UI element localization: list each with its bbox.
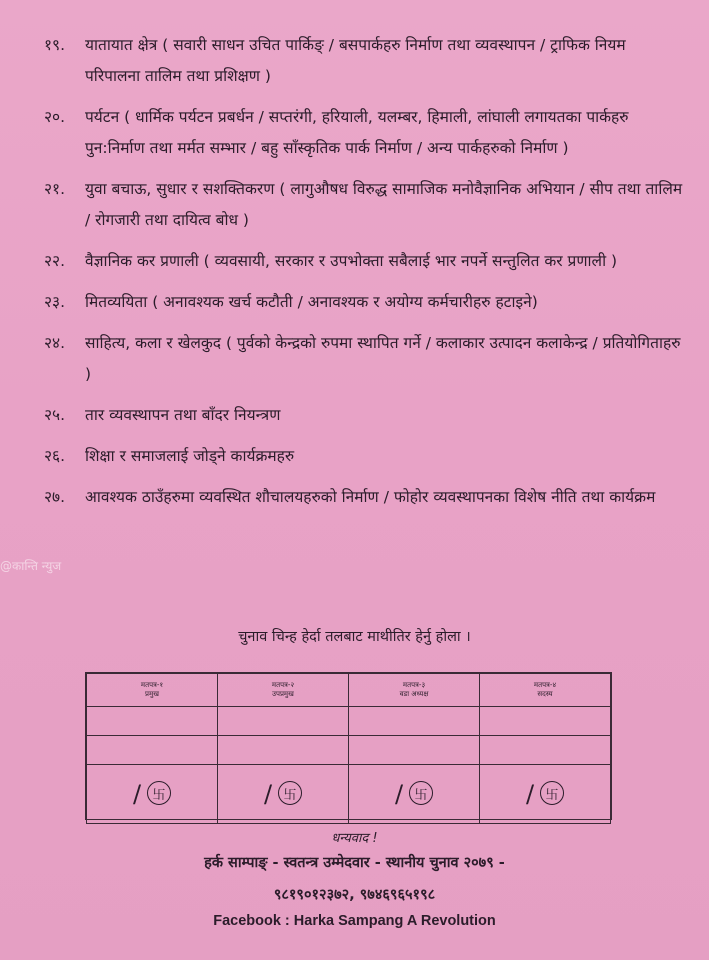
item-text: पर्यटन ( धार्मिक पर्यटन प्रबर्धन / सप्तरंगी, हरियाली, यलम्बर, हिमाली, लांघाली लगायतका पार्कहरु पुन:निर्माण तथा मर्मत सम्भार / बहु साँस्कृतिक पार्क निर्माण / अन्य पार्कहरुको निर्माण ) — [85, 108, 629, 157]
ballot-cell — [480, 765, 611, 824]
item-text: मितव्ययिता ( अनावश्यक खर्च कटौती / अनावश्यक र अयोग्य कर्मचारीहरु हटाइने) — [85, 293, 538, 311]
ballot-column-header: मतपत्र-४ सदस्य — [480, 674, 611, 707]
thanks-text: धन्यवाद ! — [331, 831, 378, 846]
agenda-list — [44, 30, 684, 523]
item-number: २५. — [44, 406, 66, 424]
item-number: २६. — [44, 447, 66, 465]
ballot-column-header: मतपत्र-२ उपप्रमुख — [218, 674, 349, 707]
item-text: शिक्षा र समाजलाई जोड्ने कार्यक्रमहरु — [85, 447, 295, 465]
list-item — [44, 246, 684, 277]
ballot-table — [86, 673, 611, 824]
list-item — [44, 400, 684, 431]
ballot-cell — [349, 736, 480, 765]
swastika-symbol-icon: 卐 — [147, 781, 171, 805]
list-item — [44, 482, 684, 513]
ballot-cell — [87, 707, 218, 736]
ballot-cell — [87, 765, 218, 824]
item-number: २४. — [44, 334, 66, 352]
ballot-cell — [87, 736, 218, 765]
ballot-instruction: चुनाव चिन्ह हेर्दा तलबाट माथीतिर हेर्नु होला । — [238, 629, 471, 645]
list-item — [44, 287, 684, 318]
item-number: २१. — [44, 180, 66, 198]
item-number: २२. — [44, 252, 66, 270]
candidate-line: हर्क साम्पाङ् - स्वतन्त्र उम्मेदवार - स्थानीय चुनाव २०७९ - — [204, 855, 505, 871]
item-text: साहित्य, कला र खेलकुद ( पुर्वको केन्द्रको रुपमा स्थापित गर्ने / कलाकार उत्पादन कलाकेन्द्र / प्रतियोगिताहरु ) — [85, 334, 681, 383]
pen-mark-icon: ∕ — [394, 780, 404, 808]
ballot-cell — [218, 736, 349, 765]
pen-mark-icon: ∕ — [263, 780, 273, 808]
item-text: तार व्यवस्थापन तथा बाँदर नियन्त्रण — [85, 406, 281, 424]
item-number: २३. — [44, 293, 66, 311]
ballot-cell — [480, 736, 611, 765]
item-number: २०. — [44, 108, 66, 126]
phone-numbers: ९८१९०१२३७२, ९७४६९६५१९८ — [273, 887, 436, 903]
ballot-cell — [349, 707, 480, 736]
ballot-cell — [480, 707, 611, 736]
pen-mark-icon: ∕ — [132, 780, 142, 808]
list-item — [44, 328, 684, 390]
swastika-symbol-icon: 卐 — [540, 781, 564, 805]
list-item — [44, 102, 684, 164]
swastika-symbol-icon: 卐 — [409, 781, 433, 805]
list-item — [44, 174, 684, 236]
sample-ballot — [85, 672, 612, 820]
ballot-column-header: मतपत्र-१ प्रमुख — [87, 674, 218, 707]
ballot-cell — [218, 707, 349, 736]
facebook-line: Facebook : Harka Sampang A Revolution — [213, 913, 496, 929]
swastika-symbol-icon: 卐 — [278, 781, 302, 805]
item-text: युवा बचाऊ, सुधार र सशक्तिकरण ( लागुऔषध विरुद्ध सामाजिक मनोवैज्ञानिक अभियान / सीप तथा तालिम / रोगजारी तथा दायित्व बोध ) — [85, 180, 683, 229]
ballot-column-header: मतपत्र-३ वडा अध्यक्ष — [349, 674, 480, 707]
item-text: आवश्यक ठाउँहरुमा व्यवस्थित शौचालयहरुको निर्माण / फोहोर व्यवस्थापनका विशेष नीति तथा कार्यक्रम — [85, 488, 656, 506]
item-text: यातायात क्षेत्र ( सवारी साधन उचित पार्किङ् / बसपार्कहरु निर्माण तथा व्यवस्थापन / ट्राफिक नियम परिपालना तालिम तथा प्रशिक्षण ) — [85, 36, 626, 85]
watermark-text: @कान्ति न्युज — [0, 559, 62, 573]
item-number: २७. — [44, 488, 66, 506]
item-number: १९. — [44, 36, 66, 54]
list-item — [44, 30, 684, 92]
ballot-cell — [349, 765, 480, 824]
ballot-cell — [218, 765, 349, 824]
pen-mark-icon: ∕ — [525, 780, 535, 808]
item-text: वैज्ञानिक कर प्रणाली ( व्यवसायी, सरकार र उपभोक्ता सबैलाई भार नपर्ने सन्तुलित कर प्रणाली ) — [85, 252, 618, 270]
list-item — [44, 441, 684, 472]
